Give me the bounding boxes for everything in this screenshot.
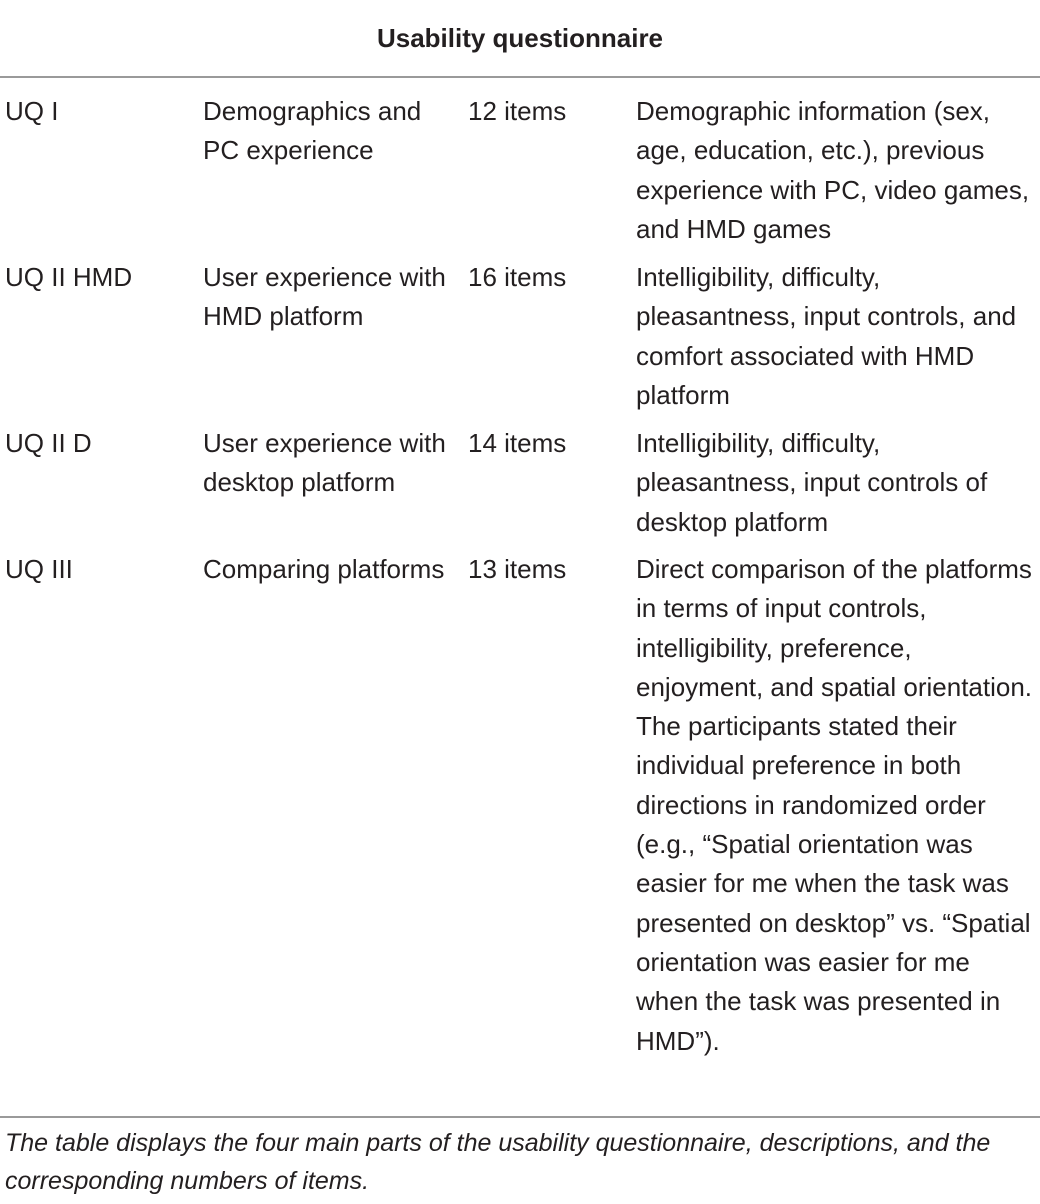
row-description: Intelligibility, difficulty, pleasantness, input controls, and comfort associated with HMD platform — [636, 262, 1017, 410]
table-row — [0, 424, 1040, 550]
row-items: 14 items — [468, 428, 567, 458]
table-row — [0, 258, 1040, 424]
table-footnote: The table displays the four main parts of the usability questionnaire, descriptions, and the corresponding numbers of items. — [5, 1129, 991, 1195]
row-part: User experience with desktop platform — [203, 428, 446, 498]
table-row — [0, 550, 1040, 1061]
row-description: Intelligibility, difficulty, pleasantness, input controls of desktop platform — [636, 428, 988, 537]
row-items: 12 items — [468, 96, 567, 126]
row-description: Direct comparison of the platforms in terms of input controls, intelligibility, preference, enjoyment, and spatial orientation. The participants stated their individual preference in both directions in randomized order (e.g., “Spatial orientation was easier for me when the task was presented on desktop” vs. “Spatial orientation was easier for me when the task was presented in HMD”). — [636, 554, 1033, 1056]
row-id: UQ I — [5, 96, 59, 126]
row-description: Demographic information (sex, age, education, etc.), previous experience with PC, video games, and HMD games — [636, 96, 1030, 244]
table-row — [0, 92, 1040, 258]
row-id: UQ III — [5, 554, 73, 584]
row-part: Comparing platforms — [203, 554, 445, 584]
table-bottom-rule — [0, 1116, 1040, 1118]
row-items: 13 items — [468, 554, 567, 584]
row-items: 16 items — [468, 262, 567, 292]
row-id: UQ II HMD — [5, 262, 133, 292]
table-body — [0, 92, 1040, 1061]
table-title: Usability questionnaire — [0, 0, 1040, 78]
row-part: Demographics and PC experience — [203, 96, 422, 166]
row-part: User experience with HMD platform — [203, 262, 446, 332]
row-id: UQ II D — [5, 428, 92, 458]
